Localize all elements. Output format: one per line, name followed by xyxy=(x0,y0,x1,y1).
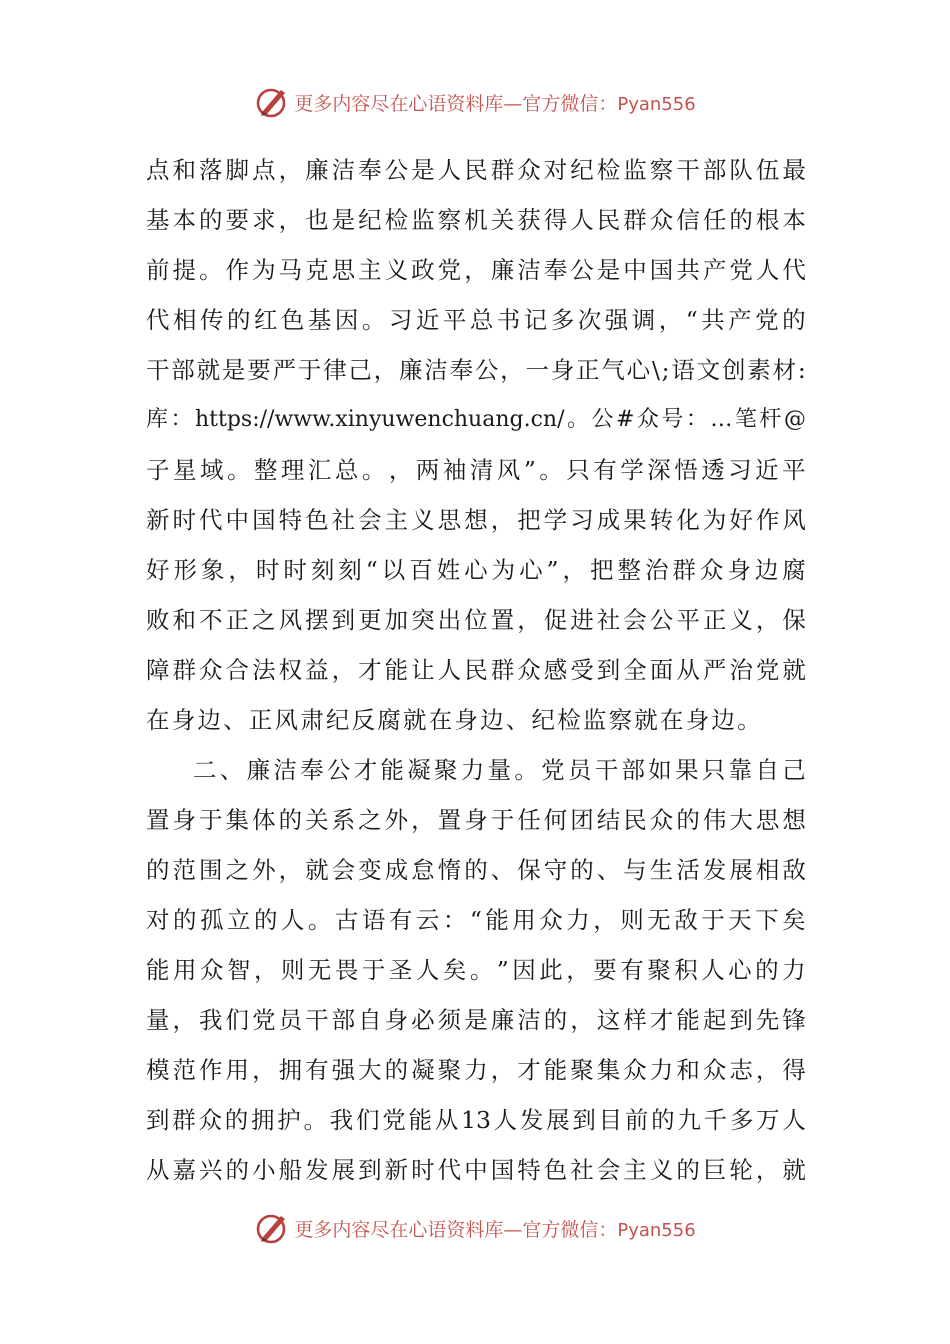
text-line: 败 和 不 正 之 风 摆 到 更 加 突 出 位 置 ， 促 进 社 会 公 平 正 义 ， 保 xyxy=(146,606,806,634)
pen-in-circle-icon xyxy=(254,1210,290,1246)
banner-text: 更多内容尽在心语资料库—官方微信：Pyan556 xyxy=(294,1218,696,1241)
text-line: 新 时 代 中 国 特 色 社 会 主 义 思 想 ， 把 学 习 成 果 转 化 为 好 作 风 xyxy=(146,506,806,534)
text-line: 点 和 落 脚 点 ， 廉 洁 奉 公 是 人 民 群 众 对 纪 检 监 察 干 部 队 伍 最 xyxy=(146,156,806,184)
text-line: 干 部 就 是 要 严 于 律 己 ， 廉 洁 奉 公 ， 一 身 正 气 心 \ ; 语 文 创 素 材 : xyxy=(146,356,806,384)
text-line: 代 相 传 的 红 色 基 因 。 习 近 平 总 书 记 多 次 强 调 ， “ 共 产 党 的 xyxy=(146,306,806,334)
text-line: 基 本 的 要 求 ， 也 是 纪 检 监 察 机 关 获 得 人 民 群 众 信 任 的 根 本 xyxy=(146,206,806,234)
text-line: 好 形 象 ， 时 时 刻 刻 “ 以 百 姓 心 为 心 ” ， 把 整 治 群 众 身 边 腐 xyxy=(146,556,806,584)
text-line: 到 群 众 的 拥 护 。 我 们 党 能 从 13 人 发 展 到 目 前 的 九 千 多 万 人 xyxy=(146,1106,806,1134)
text-line: 二 、 廉 洁 奉 公 才 能 凝 聚 力 量 。 党 员 干 部 如 果 只 靠 自 己 xyxy=(193,756,806,784)
header-banner xyxy=(0,82,950,122)
wechat-id: Pyan556 xyxy=(617,1219,696,1241)
text-line: 子 星 域 。 整 理 汇 总 。 ， 两 袖 清 风 ” 。 只 有 学 深 悟 透 习 近 平 xyxy=(146,456,806,484)
text-line: 置 身 于 集 体 的 关 系 之 外 ， 置 身 于 任 何 团 结 民 众 的 伟 大 思 想 xyxy=(146,806,806,834)
text-line: 量 ， 我 们 党 员 干 部 自 身 必 须 是 廉 洁 的 ， 这 样 才 能 起 到 先 锋 xyxy=(146,1006,806,1034)
banner-text: 更多内容尽在心语资料库—官方微信：Pyan556 xyxy=(294,92,696,115)
text-line: 能 用 众 智 ， 则 无 畏 于 圣 人 矣 。 ” 因 此 ， 要 有 聚 积 人 心 的 力 xyxy=(146,956,806,984)
text-line: 模 范 作 用 ， 拥 有 强 大 的 凝 聚 力 ， 才 能 聚 集 众 力 和 众 志 ， 得 xyxy=(146,1056,806,1084)
text-line: 从 嘉 兴 的 小 船 发 展 到 新 时 代 中 国 特 色 社 会 主 义 的 巨 轮 ， 就 xyxy=(146,1156,806,1184)
wechat-id: Pyan556 xyxy=(617,93,696,115)
document-body xyxy=(146,145,806,1195)
text-line: 库 ： https://www.xinyuwenchuang.cn/ 。 公 # 众 号 ： … 笔 杆 @ xyxy=(146,407,806,432)
text-line: 的 范 围 之 外 ， 就 会 变 成 怠 惰 的 、 保 守 的 、 与 生 活 发 展 相 敌 xyxy=(146,856,806,884)
text-line: 对 的 孤 立 的 人 。 古 语 有 云 ： “ 能 用 众 力 ， 则 无 敌 于 天 下 矣 xyxy=(146,906,806,934)
footer-banner xyxy=(0,1208,950,1248)
text-line: 前 提 。 作 为 马 克 思 主 义 政 党 ， 廉 洁 奉 公 是 中 国 共 产 党 人 代 xyxy=(146,256,806,284)
text-line: 障 群 众 合 法 权 益 ， 才 能 让 人 民 群 众 感 受 到 全 面 从 严 治 党 就 xyxy=(146,656,806,684)
text-line: 在身边、正风肃纪反腐就在身边、纪检监察就在身边。 xyxy=(146,706,763,734)
pen-in-circle-icon xyxy=(254,84,290,120)
